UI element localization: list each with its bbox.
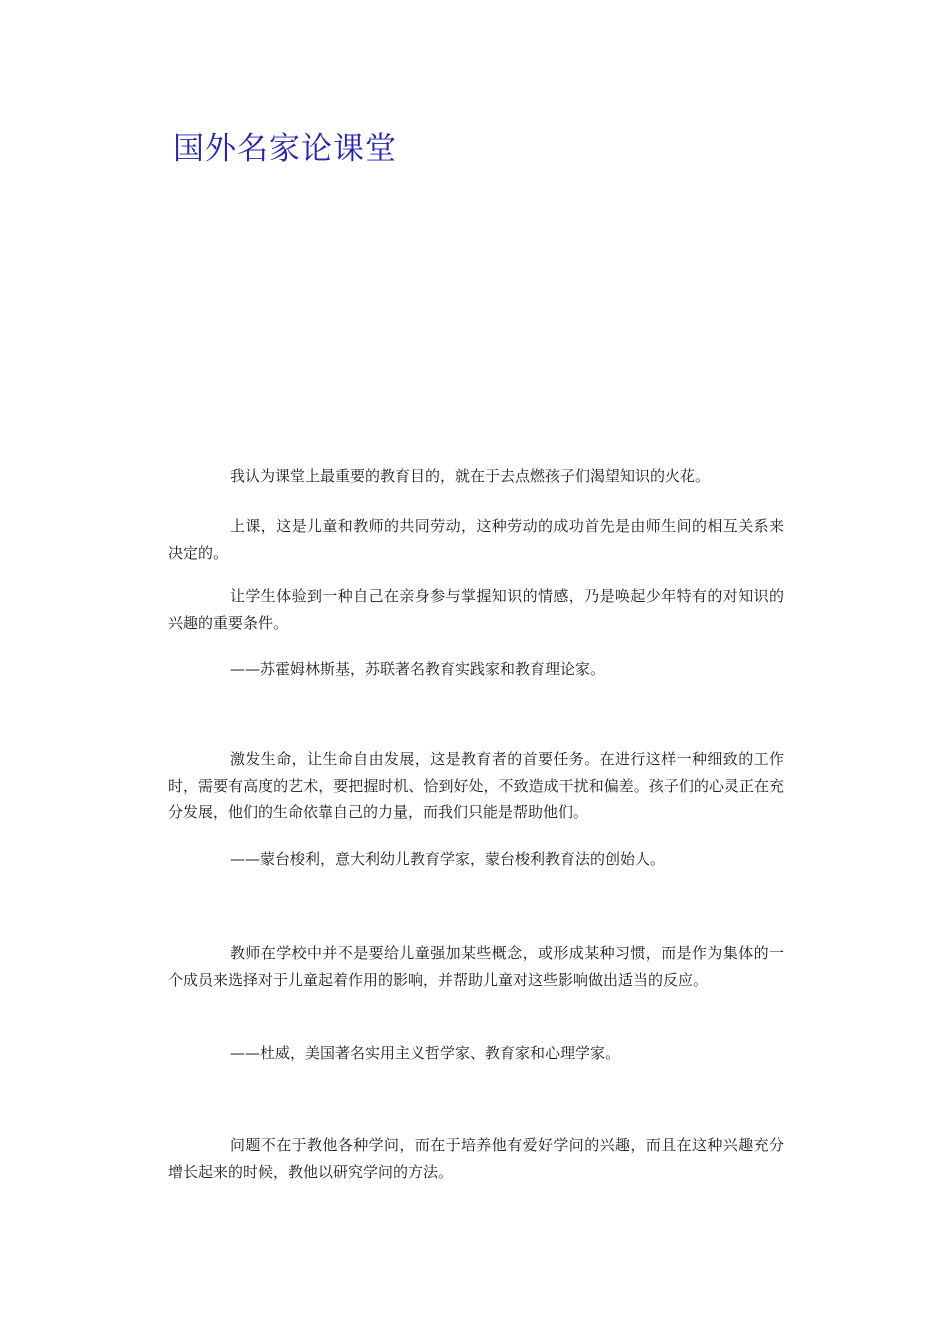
quote-paragraph-4: 激发生命，让生命自由发展，这是教育者的首要任务。在进行这样一种细致的工作时，需要有高度的艺术，要把握时机、恰到好处，不致造成干扰和偏差。孩子们的心灵正在充分发展，他们的生命依靠自己的力量，而我们只能是帮助他们。 — [168, 750, 784, 821]
page-title: 国外名家论课堂 — [173, 131, 397, 167]
quote-paragraph-2: 上课，这是儿童和教师的共同劳动，这种劳动的成功首先是由师生间的相互关系来决定的。 — [168, 517, 784, 562]
quote-paragraph-6: 问题不在于教他各种学问，而在于培养他有爱好学问的兴趣，而且在这种兴趣充分增长起来的时候，教他以研究学问的方法。 — [168, 1136, 784, 1181]
attribution-montessori: ——蒙台梭利，意大利幼儿教育学家，蒙台梭利教育法的创始人。 — [230, 850, 666, 868]
attribution-sukhomlinsky: ——苏霍姆林斯基，苏联著名教育实践家和教育理论家。 — [230, 660, 606, 678]
attribution-dewey: ——杜威，美国著名实用主义哲学家、教育家和心理学家。 — [230, 1044, 621, 1062]
quote-paragraph-5: 教师在学校中并不是要给儿童强加某些概念，或形成某种习惯，而是作为集体的一个成员来选择对于儿童起着作用的影响，并帮助儿童对这些影响做出适当的反应。 — [168, 944, 784, 989]
quote-paragraph-3: 让学生体验到一种自己在亲身参与掌握知识的情感，乃是唤起少年特有的对知识的兴趣的重要条件。 — [168, 587, 784, 632]
quote-paragraph-1: 我认为课堂上最重要的教育目的，就在于去点燃孩子们渴望知识的火花。 — [230, 467, 711, 485]
